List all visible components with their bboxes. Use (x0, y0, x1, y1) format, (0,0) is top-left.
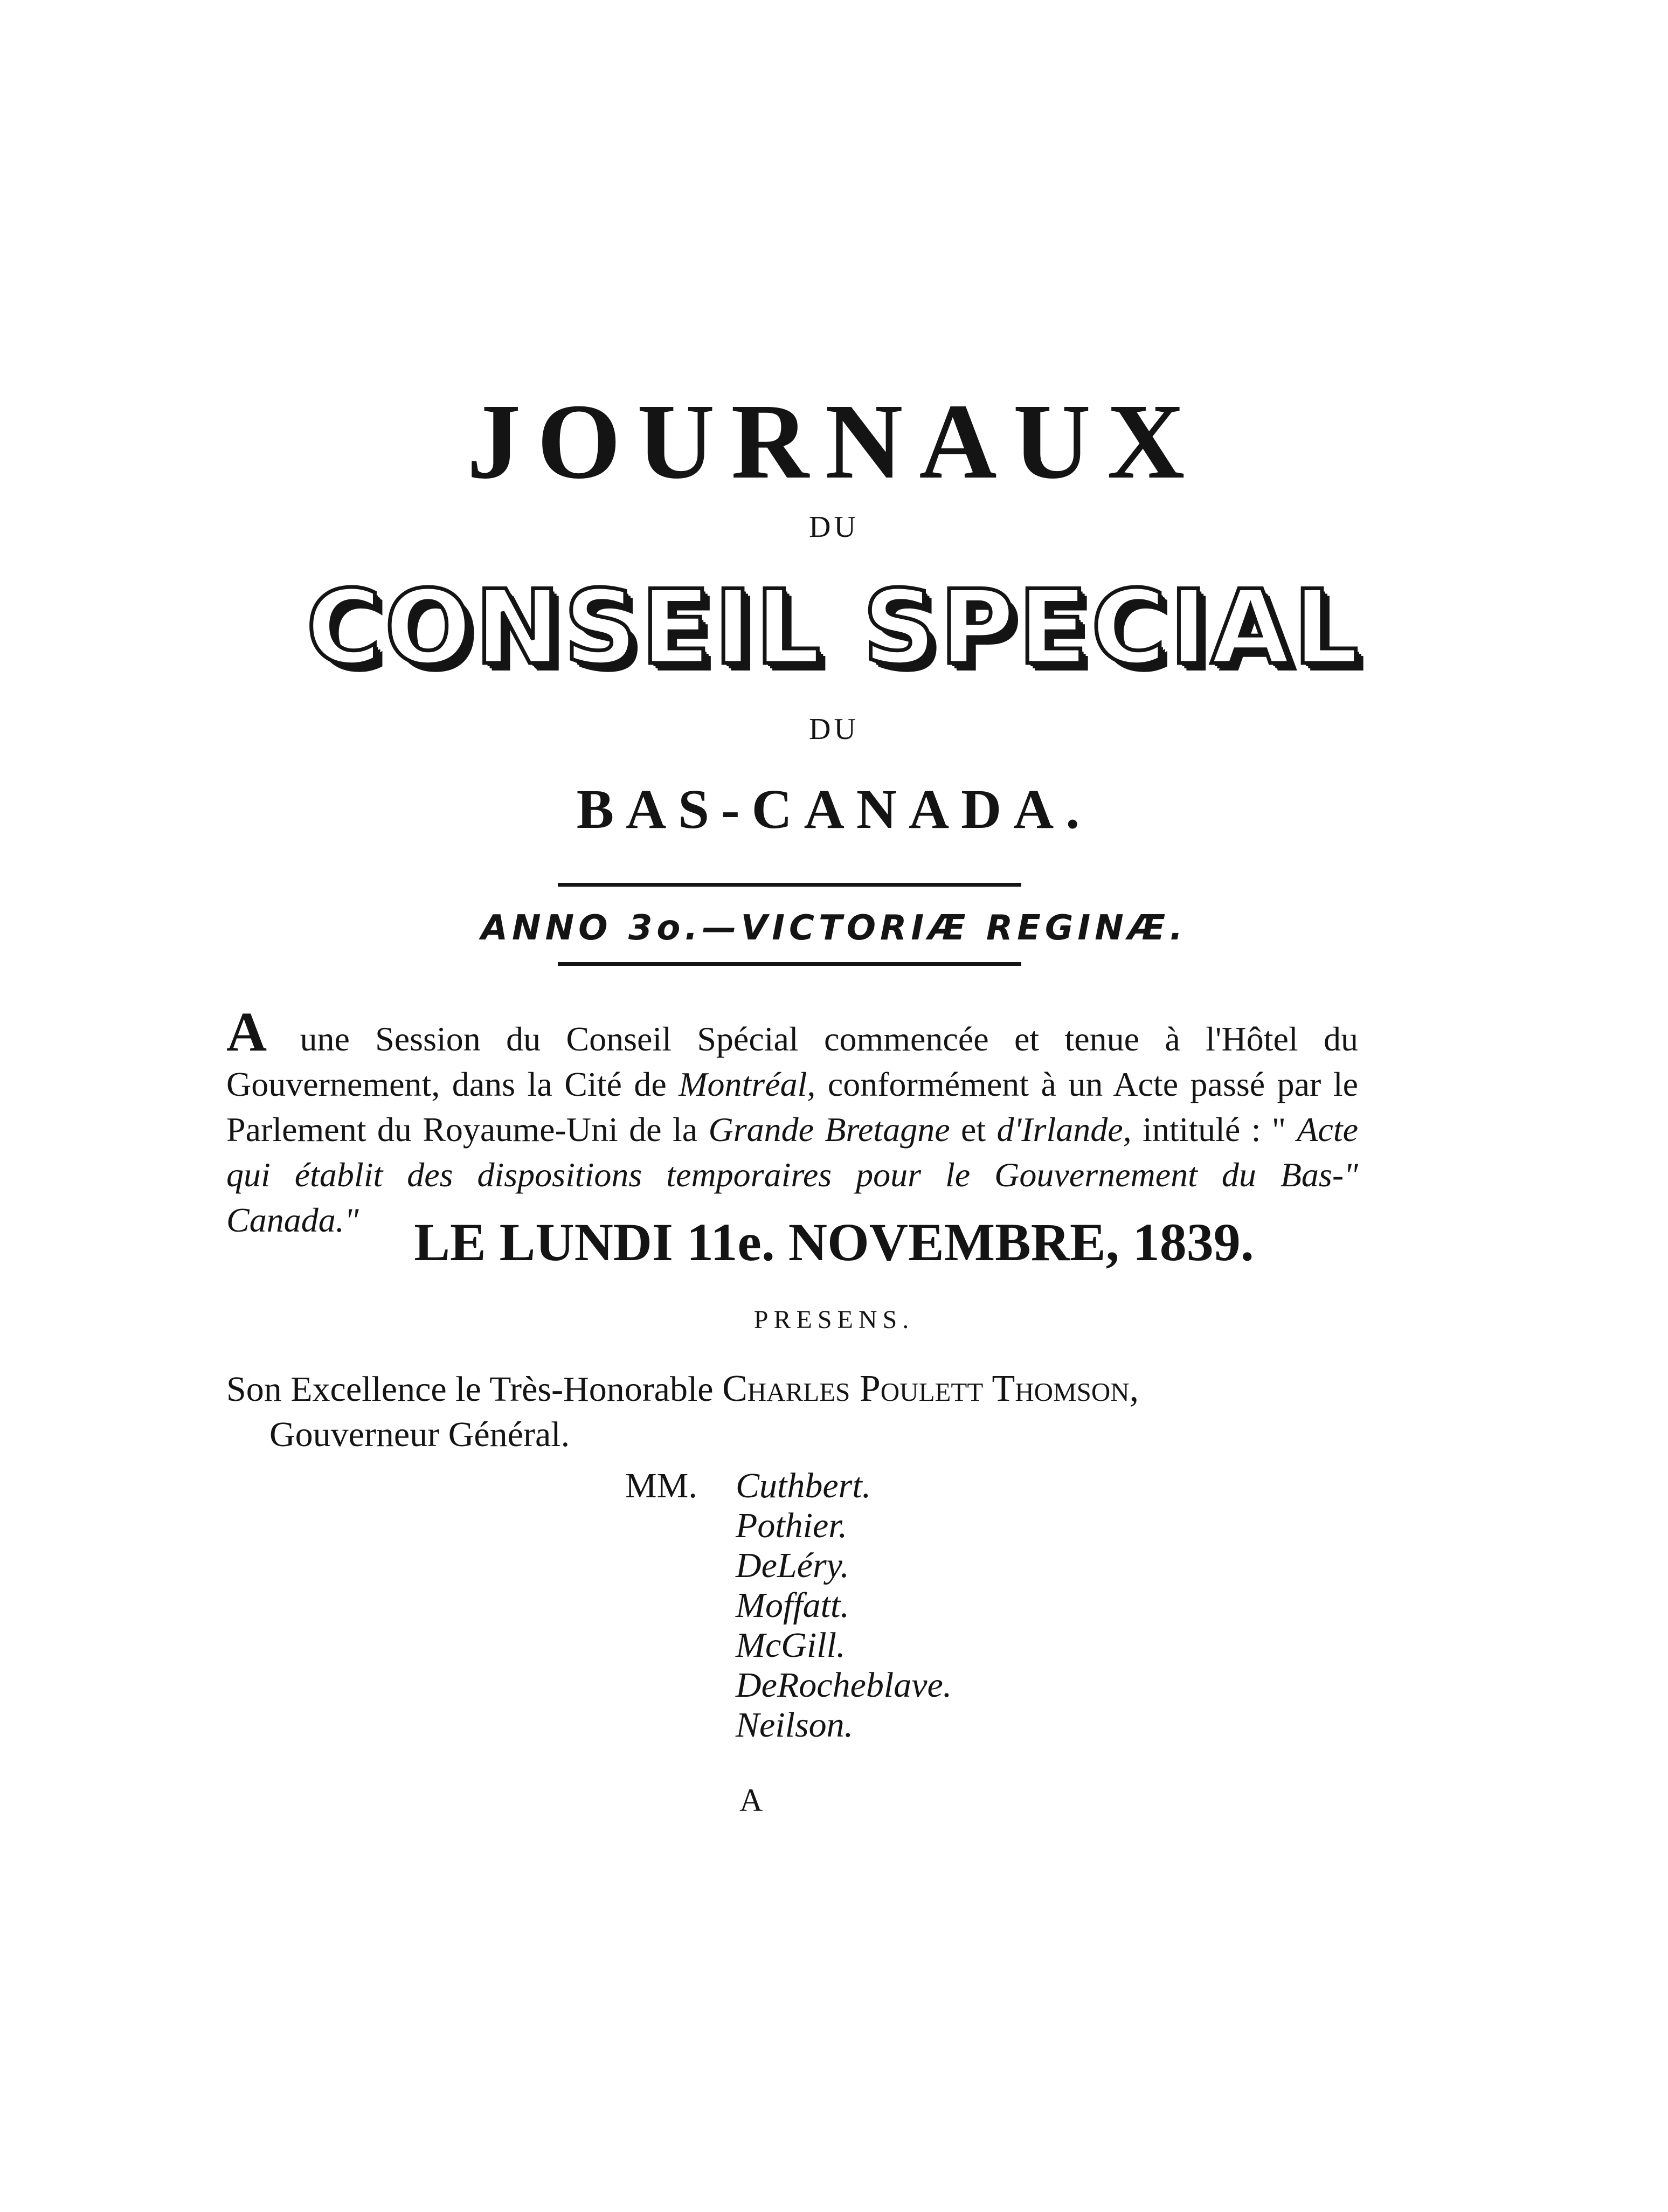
member-name: Cuthbert. (736, 1466, 871, 1505)
session-paragraph (226, 1001, 1359, 1243)
catchword: A (739, 1782, 763, 1818)
rule-bottom (558, 962, 1021, 966)
anno-victoriae-line: ANNO 3o.—VICTORIÆ REGINÆ. (481, 908, 1187, 948)
date-heading: LE LUNDI 11e. NOVEMBRE, 1839. (414, 1212, 1254, 1272)
act-title: Acte qui établit des dispositions temporaires pour le Gouvernement du Bas-" Canada." (226, 1110, 1359, 1239)
paragraph-part-4: intitulé : " (1131, 1110, 1297, 1149)
paragraph-part-1: une Session du Conseil Spécial commencée et tenue à l'Hôtel du Gouvernement, dans la Cité de (226, 1020, 1358, 1103)
governor-entry (226, 1366, 1385, 1457)
member-name: Neilson. (736, 1705, 854, 1745)
title-du-1: DU (809, 510, 859, 544)
drop-cap: A (226, 1001, 267, 1063)
title-journaux: JOURNAUX (467, 382, 1201, 501)
rule-top (558, 883, 1021, 887)
paragraph-part-3: et (950, 1110, 997, 1149)
paragraph-part-2: conformément à un Acte passé par le Parlement du Royaume-Uni de la (226, 1065, 1359, 1149)
members-label: MM. (625, 1466, 697, 1505)
city-name: Montréal, (679, 1065, 816, 1103)
title-du-2: DU (809, 713, 859, 746)
presens-heading: PRESENS. (753, 1305, 915, 1334)
members-names (736, 1466, 952, 1745)
title-conseil-special: CONSEIL SPECIAL (306, 568, 1362, 687)
governor-name: Charles Poulett Thomson, (722, 1368, 1139, 1409)
member-name: Moffatt. (736, 1586, 849, 1625)
member-name: DeLéry. (736, 1546, 849, 1585)
country-name-1: Grande Bretagne (708, 1110, 950, 1149)
title-bas-canada: BAS-CANADA. (576, 778, 1092, 840)
member-name: McGill. (736, 1626, 846, 1665)
member-name: DeRocheblave. (736, 1665, 952, 1705)
governor-title: Gouverneur Général. (269, 1415, 570, 1454)
governor-prefix: Son Excellence le Très-Honorable (226, 1370, 723, 1409)
country-name-2: d'Irlande, (996, 1110, 1132, 1149)
member-name: Pothier. (736, 1506, 848, 1545)
